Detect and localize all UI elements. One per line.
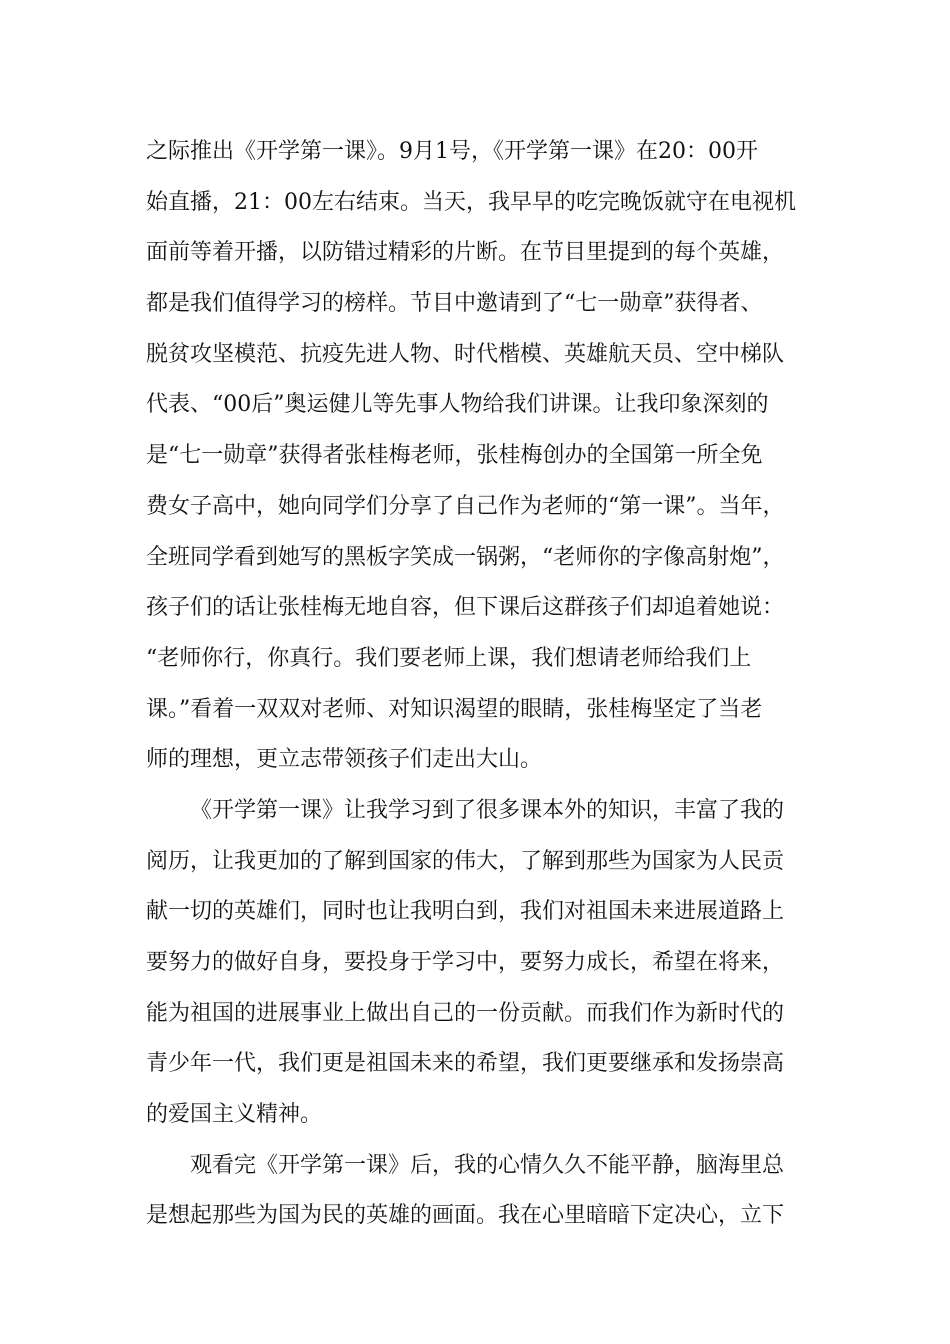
body-text [146,127,806,1242]
text-line: 青少年一代，我们更是祖国未来的希望，我们更要继承和发扬崇高 [146,1051,785,1077]
text-line: 脱贫攻坚模范、抗疫先进人物、时代楷模、英雄航天员、空中梯队 [146,341,785,367]
text-line: 课。”看着一双双对老师、对知识渴望的眼睛，张桂梅坚定了当老 [146,696,763,722]
text-line: 阅历，让我更加的了解到国家的伟大，了解到那些为国家为人民贡 [146,848,785,874]
text-line: 是“七一勋章”获得者张桂梅老师，张桂梅创办的全国第一所全免 [146,443,763,469]
text-line: 师的理想，更立志带领孩子们走出大山。 [146,747,543,773]
text-line: 的爱国主义精神。 [146,1102,323,1128]
text-line: 之际推出《开学第一课》。9月1号，《开学第一课》在20：00开 [146,139,758,164]
text-line: 费女子高中，她向同学们分享了自己作为老师的“第一课”。当年， [146,493,785,519]
text-line: 面前等着开播，以防错过精彩的片断。在节目里提到的每个英雄， [146,240,785,266]
text-line: 代表、“00后”奥运健儿等先事人物给我们讲课。让我印象深刻的 [146,392,769,418]
text-line: 全班同学看到她写的黑板字笑成一锅粥，“老师你的字像高射炮”， [146,544,785,570]
text-line: 献一切的英雄们，同时也让我明白到，我们对祖国未来进展道路上 [146,899,785,925]
text-line: 孩子们的话让张桂梅无地自容，但下课后这群孩子们却追着她说： [146,595,785,621]
text-line: “老师你行，你真行。我们要老师上课，我们想请老师给我们上 [146,645,752,671]
text-line: 始直播，21：00左右结束。当天，我早早的吃完晚饭就守在电视机 [146,189,796,215]
text-line: 都是我们值得学习的榜样。节目中邀请到了“七一勋章”获得者、 [146,291,763,317]
paragraph-start-line: 《开学第一课》让我学习到了很多课本外的知识，丰富了我的 [190,797,785,823]
text-line: 要努力的做好自身，要投身于学习中，要努力成长，希望在将来， [146,950,785,975]
paragraph-start-line: 观看完《开学第一课》后，我的心情久久不能平静，脑海里总 [190,1152,785,1178]
text-line: 是想起那些为国为民的英雄的画面。我在心里暗暗下定决心，立下 [146,1203,785,1229]
text-line: 能为祖国的进展事业上做出自己的一份贡献。而我们作为新时代的 [146,1000,785,1026]
